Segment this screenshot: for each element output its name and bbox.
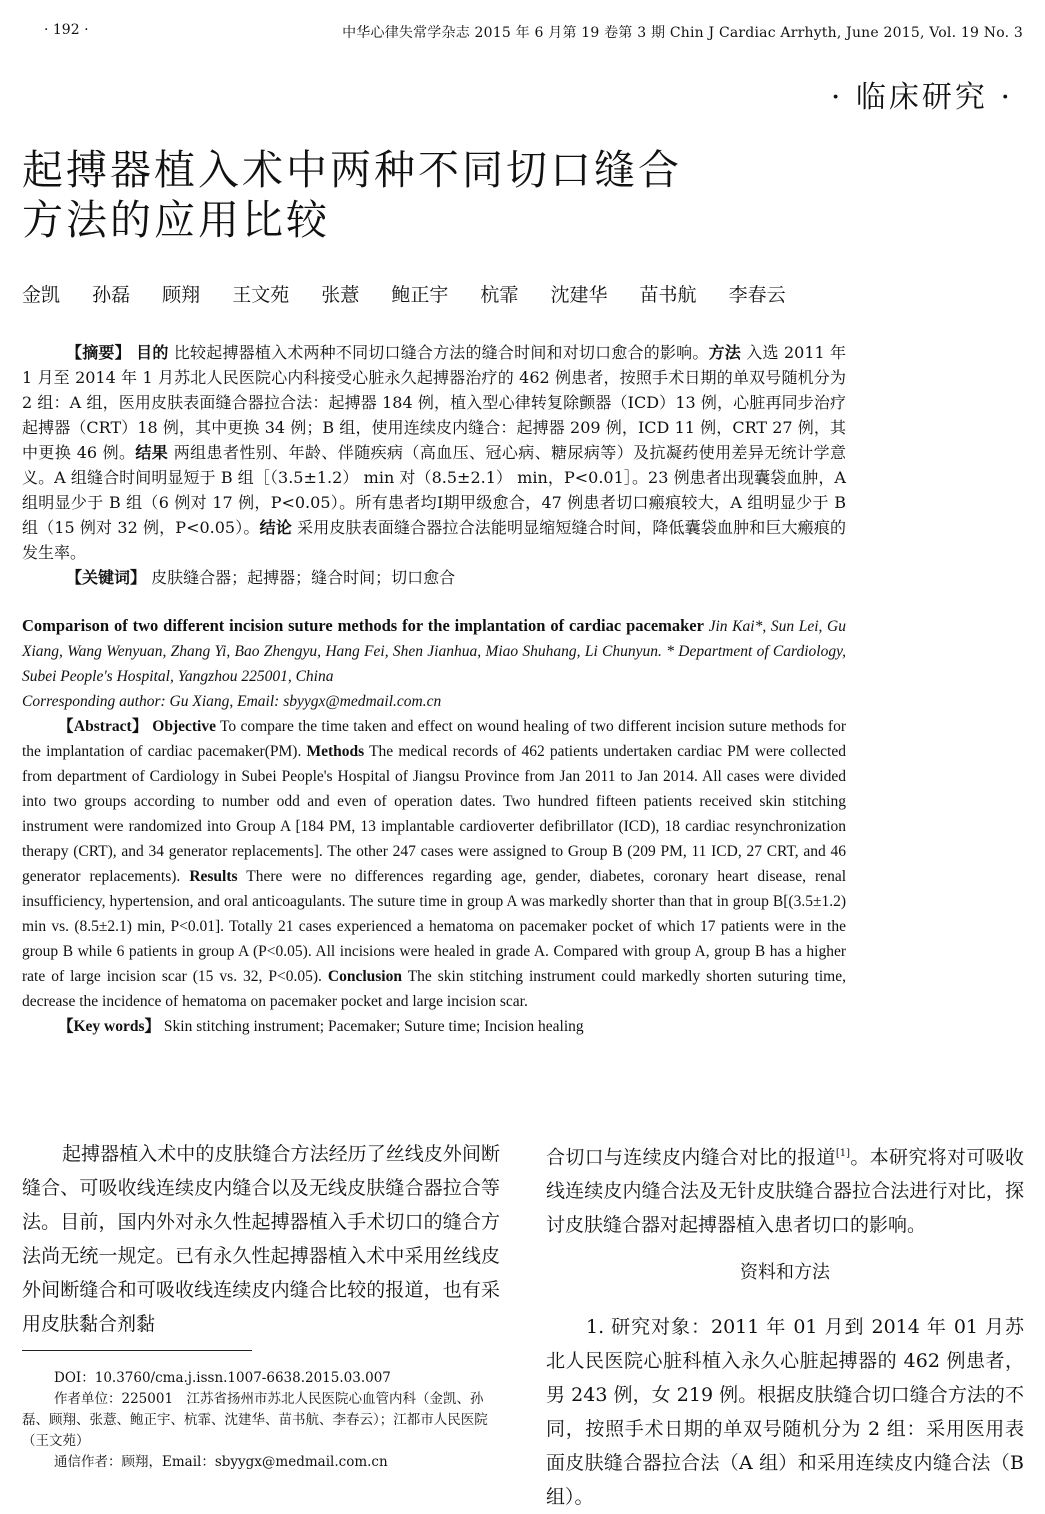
en-methods-text: The medical records of 462 patients undertaken cardiac PM were collected from department of Cardiology in Subei People's Hospital of Jiangsu Province from Jan 2011 to Jan 2014. All cases were divided into two groups according to number odd and even of operation dates. Two hundred fifteen patients received skin stitching instrument were randomized into Group A [184 PM, 13 implantable cardioverter defibrillator (ICD), 18 cardiac resynchronization therapy (CRT), and 34 generator replacements]. The other 247 cases were assigned to Group B (209 PM, 11 ICD, 27 CRT, and 46 generator replacements). [22,743,846,885]
english-affiliation: * Department of Cardiology, Subei People's Hospital, Yangzhou 225001, China [22,643,846,685]
en-objective-text: To compare the time taken and effect on wound healing of two different incision suture methods for the implantation of cardiac pacemaker(PM). [22,718,846,760]
body-column-right [546,1137,1024,1514]
author: 李春云 [728,284,786,306]
objective-label: 目的 [136,343,169,362]
author: 金凯 [22,284,61,306]
reference-link[interactable]: [1] [835,1148,851,1159]
keywords-label: 【关键词】 [66,568,147,587]
english-title: Comparison of two different incision suture methods for the implantation of cardiac pacemaker [22,616,704,635]
title-line-1: 起搏器植入术中两种不同切口缝合 [22,146,682,194]
article-title [22,145,682,245]
en-methods-label: Methods [306,743,365,760]
page-number: · 192 · [44,22,89,38]
conclusion-label: 结论 [259,518,292,537]
objective-text: 比较起搏器植入术两种不同切口缝合方法的缝合时间和对切口愈合的影响。 [173,343,709,362]
en-conclusion-text: The skin stitching instrument could markedly shorten suturing time, decrease the incidence of hematoma on pacemaker pocket and large incision scar. [22,968,846,1010]
methods-label: 方法 [708,343,741,362]
corresponding-author: 通信作者：顾翔，Email：sbyygx@medmail.com.cn [54,1454,388,1470]
section-heading: 资料和方法 [740,1262,830,1284]
methods-text: 入选 2011 年 1 月至 2014 年 1 月苏北人民医院心内科接受心脏永久起搏器治疗的 462 例患者，按照手术日期的单双号随机分为 2 组：A 组，医用皮肤表面缝合器拉合法：起搏器 184 例，植入型心律转复除颤器（ICD）13 例，心脏再同步治疗起搏器（CRT）18 例，其中更换 34 例；B 组，使用连续皮内缝合：起搏器 209 例，ICD 11 例，CRT 27 例，其中更换 46 例。 [22,343,846,462]
methods-paragraph: 1. 研究对象：2011 年 01 月到 2014 年 01 月苏北人民医院心脏科植入永久心脏起搏器的 462 例患者，男 243 例，女 219 例。根据皮肤缝合切口缝合方法的不同，按照手术日期的单双号随机分为 2 组：采用医用表面皮肤缝合器拉合法（A 组）和采用连续皮内缝合法（B 组）。 [546,1316,1024,1509]
en-conclusion-label: Conclusion [327,968,402,985]
footnotes [22,1368,500,1473]
en-objective-label: Objective [152,718,216,735]
author-affiliation: 作者单位：225001 江苏省扬州市苏北人民医院心血管内科（金凯、孙磊、顾翔、张薏、鲍正宇、杭霏、沈建华、苗书航、李春云）；江都市人民医院（王文苑） [22,1391,488,1449]
en-abstract-label: 【Abstract】 [58,718,148,735]
results-label: 结果 [135,443,169,462]
body-column-left [22,1137,500,1341]
abstract-label: 【摘要】 [66,343,131,362]
author-list [22,280,812,307]
intro-end: 。本研究将对可吸收线连续皮内缝合法及无针皮肤缝合器拉合法进行对比，探讨皮肤缝合器对起搏器植入患者切口的影响。 [546,1146,1024,1237]
author: 杭霏 [480,284,519,306]
doi: DOI：10.3760/cma.j.issn.1007-6638.2015.03.007 [54,1370,391,1386]
en-keywords-label: 【Key words】 [58,1018,161,1035]
author: 鲍正宇 [391,284,449,306]
author: 张薏 [321,284,360,306]
author: 顾翔 [162,284,201,306]
en-keywords-text: Skin stitching instrument; Pacemaker; Suture time; Incision healing [163,1018,584,1035]
author: 孙磊 [92,284,131,306]
results-text: 两组患者性别、年龄、伴随疾病（高血压、冠心病、糖尿病等）及抗凝药使用差异无统计学意义。A 组缝合时间明显短于 B 组［（3.5±1.2） min 对（8.5±2.1） min，P<0.01］。23 例患者出现囊袋血肿，A 组明显少于 B 组（6 例对 17 例，P<0.05）。所有患者均Ⅰ期甲级愈合，47 例患者切口瘢痕较大，A 组明显少于 B 组（15 例对 32 例，P<0.05）。 [22,443,846,537]
keywords-text: 皮肤缝合器；起搏器；缝合时间；切口愈合 [151,568,456,587]
section-tag: · 临床研究 · [830,80,1013,115]
english-abstract [22,613,846,1039]
en-results-text: There were no differences regarding age, gender, diabetes, coronary heart disease, renal insufficiency, hypertension, and oral anticoagulants. The suture time in group A was markedly shorter than that in group B[(3.5±1.2) min vs. (8.5±2.1) min, P<0.01]. Totally 21 cases experienced a hematoma on pacemaker pocket of which 17 patients were in the group B while 6 patients in group A (P<0.05). All incisions were healed in grade A. Compared with group A, group B has a higher rate of large incision scar (15 vs. 32, P<0.05). [22,868,846,985]
en-results-label: Results [189,868,238,885]
conclusion-text: 采用皮肤表面缝合器拉合法能明显缩短缝合时间，降低囊袋血肿和巨大瘢痕的发生率。 [22,518,846,562]
chinese-abstract [22,340,846,590]
english-authors: Jin Kai*, Sun Lei, Gu Xiang, Wang Wenyuan, Zhang Yi, Bao Zhengyu, Hang Fei, Shen Jianhua, Miao Shuhang, Li Chunyun. [22,618,846,660]
author: 苗书航 [639,284,697,306]
author: 沈建华 [550,284,608,306]
journal-header: 中华心律失常学杂志 2015 年 6 月第 19 卷第 3 期 Chin J Cardiac Arrhyth, June 2015, Vol. 19 No. 3 [342,25,1023,41]
intro-paragraph: 起搏器植入术中的皮肤缝合方法经历了丝线皮外间断缝合、可吸收线连续皮内缝合以及无线皮肤缝合器拉合等法。目前，国内外对永久性起搏器植入手术切口的缝合方法尚无统一规定。已有永久性起搏器植入术中采用丝线皮外间断缝合和可吸收线连续皮内缝合比较的报道，也有采用皮肤黏合剂黏 [22,1143,500,1335]
author: 王文苑 [232,284,290,306]
title-line-2: 方法的应用比较 [22,196,330,244]
english-corresponding: Corresponding author: Gu Xiang, Email: sbyygx@medmail.com.cn [22,693,442,710]
footnote-divider [22,1350,252,1351]
intro-continuation: 合切口与连续皮内缝合对比的报道 [546,1146,836,1169]
